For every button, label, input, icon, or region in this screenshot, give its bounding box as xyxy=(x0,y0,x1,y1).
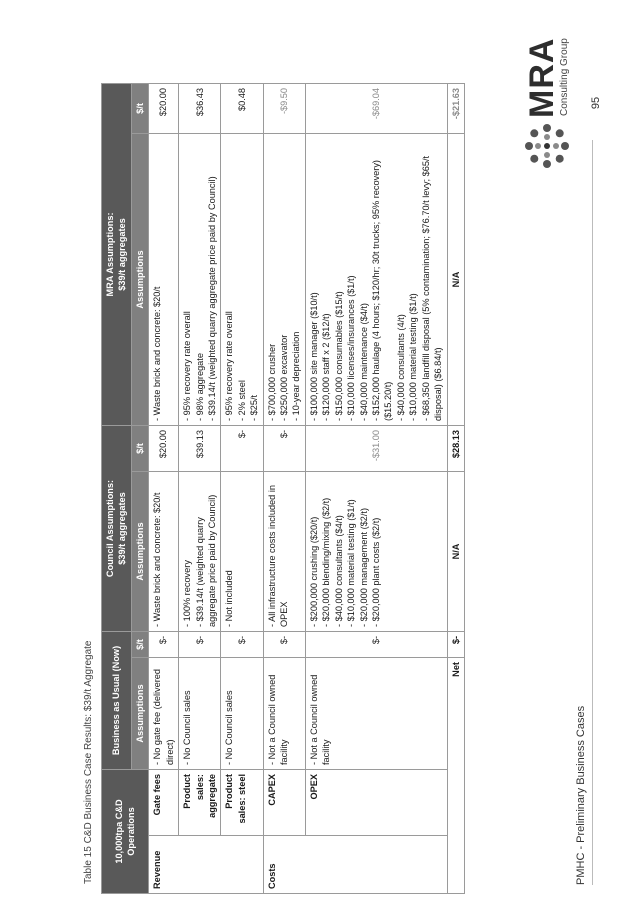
mra-assumptions xyxy=(305,133,447,425)
mra-assumptions-list xyxy=(151,138,163,421)
bau-assumptions-list xyxy=(151,662,176,765)
table-body xyxy=(149,83,447,893)
table-row xyxy=(221,83,263,893)
assumption-item: - $120,000 staff x 2 ($12/t) xyxy=(321,313,332,421)
assumption-item: - Waste brick and concrete: $20/t xyxy=(152,286,163,421)
assumption-item: - 95% recovery rate overall xyxy=(182,311,193,421)
council-assumptions xyxy=(221,471,263,631)
bau-header: Business as Usual (Now) xyxy=(102,631,132,769)
council-value: $39.13 xyxy=(179,425,221,471)
net-row xyxy=(447,83,464,893)
council-header-title: Council Assumptions: xyxy=(105,479,115,578)
bau-value: $- xyxy=(221,631,263,657)
bau-assumptions-list xyxy=(181,662,193,765)
mra-header xyxy=(102,83,132,425)
council-assumptions xyxy=(149,471,179,631)
mra-assumptions xyxy=(179,133,221,425)
mra-assumptions-list xyxy=(181,138,218,421)
table-row xyxy=(179,83,221,893)
bau-assumptions xyxy=(149,658,179,770)
council-assumptions-list xyxy=(223,476,235,627)
bau-value: $- xyxy=(305,631,447,657)
mra-assumptions-list xyxy=(223,138,260,421)
assumption-item: - $20,000 plant costs ($2/t) xyxy=(371,517,382,627)
bau-assumptions-list xyxy=(223,662,235,765)
table-row xyxy=(149,83,179,893)
council-assumptions-list xyxy=(308,476,383,627)
bau-assumptions-list xyxy=(308,662,333,765)
mra-assumptions-list xyxy=(308,138,445,421)
assumption-item: - $39.14/t (weighted quarry aggregate price paid by Council) xyxy=(206,176,217,421)
net-mra-assumption: N/A xyxy=(447,133,464,425)
assumption-item: - Not a Council owned facility xyxy=(308,674,332,765)
net-council-value: $28.13 xyxy=(447,425,464,471)
net-mra-value: -$21.63 xyxy=(447,83,464,133)
col-assumptions: Assumptions xyxy=(131,658,148,770)
assumption-item: - $100,000 site manager ($10/t) xyxy=(308,292,319,421)
assumption-item: - $40,000 consultants (4/t) xyxy=(395,314,406,421)
assumption-item: - $20,000 management ($2/t) xyxy=(358,507,369,627)
table-row xyxy=(263,83,305,893)
assumption-item: - Not a Council owned facility xyxy=(266,674,290,765)
council-assumptions xyxy=(179,471,221,631)
assumption-item: - $152,000 haulage (4 hours; $120/hr; 30t trucks; 95% recovery) ($15.20/t) xyxy=(371,160,394,421)
council-assumptions xyxy=(263,471,305,631)
council-assumptions-list xyxy=(266,476,291,627)
council-value: $20.00 xyxy=(149,425,179,471)
bau-assumptions-list xyxy=(266,662,291,765)
footer-divider xyxy=(592,140,593,885)
mra-header-title: MRA Assumptions: xyxy=(105,212,115,297)
assumption-item: - 10-year depreciation xyxy=(291,331,302,421)
mra-value: -$69.04 xyxy=(305,83,447,133)
col-value: $/t xyxy=(131,631,148,657)
assumption-item: - $40,000 maintenance ($4/t) xyxy=(358,303,369,421)
table-caption: Table 15 C&D Business Case Results: $39/t Aggregate xyxy=(83,640,94,884)
logo-subtitle: Consulting Group xyxy=(559,38,570,116)
mra-assumptions xyxy=(149,133,179,425)
bau-value: $- xyxy=(179,631,221,657)
row-item: Product sales: steel xyxy=(221,770,263,836)
bau-value: $- xyxy=(149,631,179,657)
assumption-item: - 95% recovery rate overall xyxy=(224,311,235,421)
mra-value: $36.43 xyxy=(179,83,221,133)
col-value: $/t xyxy=(131,425,148,471)
bau-assumptions xyxy=(179,658,221,770)
mra-assumptions-list xyxy=(266,138,303,421)
council-assumptions-list xyxy=(151,476,163,627)
row-item: Gate fees xyxy=(149,770,179,836)
assumption-item: - $150,000 consumables ($15/t) xyxy=(333,291,344,421)
assumption-item: - $10,000 licenses/insurances ($1/t) xyxy=(346,275,357,421)
council-value: $- xyxy=(221,425,263,471)
assumption-item: - $68,350 landfill disposal (5% contamination; $76.70/t levy; $65/t disposal) ($6.84/t) xyxy=(420,155,444,421)
row-item: Product sales: aggregate xyxy=(179,770,221,836)
assumption-item: - $700,000 crusher xyxy=(266,343,277,421)
page-number: 95 xyxy=(590,96,602,110)
assumption-item: - No Council sales xyxy=(182,690,193,765)
mra-value: $0.48 xyxy=(221,83,263,133)
mra-header-subtitle: $39/t aggregates xyxy=(117,218,128,291)
col-assumptions: Assumptions xyxy=(131,133,148,425)
footer-title: PMHC - Preliminary Business Cases xyxy=(575,705,587,885)
row-category: Revenue xyxy=(149,836,263,894)
assumption-item: - $25/t xyxy=(249,394,260,421)
council-assumptions xyxy=(305,471,447,631)
bau-assumptions xyxy=(263,658,305,770)
col-assumptions: Assumptions xyxy=(131,471,148,631)
assumption-item: - No Council sales xyxy=(224,690,235,765)
row-category: Costs xyxy=(263,836,447,894)
mra-assumptions xyxy=(221,133,263,425)
assumption-item: - 2% steel xyxy=(236,380,247,421)
council-value: $- xyxy=(263,425,305,471)
council-value: -$31.00 xyxy=(305,425,447,471)
bau-assumptions xyxy=(221,658,263,770)
row-item: OPEX xyxy=(305,770,447,836)
table-row xyxy=(305,83,447,893)
council-header xyxy=(102,425,132,631)
assumption-item: - $20,000 blending/mixing ($2/t) xyxy=(321,497,332,627)
council-assumptions-list xyxy=(181,476,218,627)
mra-value: $20.00 xyxy=(149,83,179,133)
assumption-item: - All infrastructure costs included in OPEX xyxy=(266,485,290,627)
assumption-item: - 100% recovery xyxy=(182,560,193,627)
logo-word: MRA xyxy=(523,37,561,118)
council-header-subtitle: $39/t aggregates xyxy=(117,492,128,565)
bau-value: $- xyxy=(263,631,305,657)
col-value: $/t xyxy=(131,83,148,133)
bau-assumptions xyxy=(305,658,447,770)
header-row xyxy=(102,83,132,893)
net-label: Net xyxy=(447,658,464,894)
assumption-item: - $200,000 crushing ($20/t) xyxy=(308,516,319,627)
assumption-item: - $10,000 material testing ($1/t) xyxy=(408,293,419,421)
assumption-item: - $250,000 excavator xyxy=(279,334,290,421)
ops-header: 10,000tpa C&D Operations xyxy=(102,770,149,894)
assumption-item: - No gate fee (delivered direct) xyxy=(152,668,175,765)
mra-value: -$9.50 xyxy=(263,83,305,133)
assumption-item: - $39.14/t (weighted quarry aggregate price paid by Council) xyxy=(194,494,217,627)
row-item: CAPEX xyxy=(263,770,305,836)
business-case-table xyxy=(101,84,533,894)
assumption-item: - Not included xyxy=(224,570,235,627)
net-bau-value: $- xyxy=(447,631,464,657)
assumption-item: - Waste brick and concrete: $20/t xyxy=(152,492,163,627)
results-table xyxy=(101,83,465,894)
mra-assumptions xyxy=(263,133,305,425)
assumption-item: - $10,000 material testing ($1/t) xyxy=(346,499,357,627)
assumption-item: - $40,000 consultants ($4/t) xyxy=(333,515,344,627)
assumption-item: - 98% aggregate xyxy=(194,353,205,421)
net-council-assumption: N/A xyxy=(447,471,464,631)
